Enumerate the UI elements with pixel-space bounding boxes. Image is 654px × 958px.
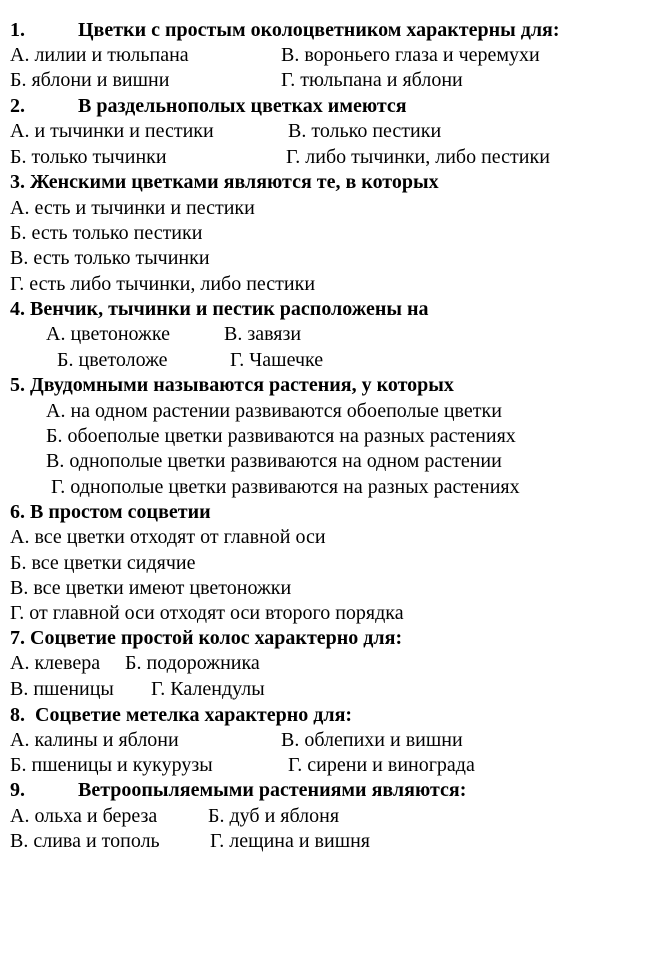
question-number: 2.: [10, 95, 25, 117]
question-number: 8.: [10, 704, 25, 726]
question-text: Венчик, тычинки и пестик расположены на: [30, 298, 429, 320]
question-number: 6.: [10, 501, 25, 523]
option-b: Б. пшеницы и кукурузы: [10, 754, 213, 776]
option-a: А. на одном растении развиваются обоеполые цветки: [46, 400, 502, 422]
option-a: А. ольха и береза: [10, 805, 158, 827]
option-g: Г. Календулы: [151, 678, 265, 700]
option-a: А. цветоножке: [46, 323, 170, 345]
option-b: Б. цветоложе: [57, 349, 168, 371]
question-5-title: [10, 373, 454, 397]
question-text: В простом соцветии: [30, 501, 211, 523]
option-g: Г. лещина и вишня: [210, 830, 370, 852]
question-number: 9.: [10, 779, 25, 801]
option-b: Б. все цветки сидячие: [10, 552, 196, 574]
question-text: Двудомными называются растения, у которых: [30, 374, 454, 396]
option-g: Г. однополые цветки развиваются на разных растениях: [51, 476, 520, 498]
question-9-title: [10, 778, 466, 802]
option-g: Г. от главной оси отходят оси второго порядка: [10, 602, 404, 624]
option-b: Б. есть только пестики: [10, 222, 203, 244]
question-7-title: [10, 626, 402, 650]
option-b: Б. яблони и вишни: [10, 69, 170, 91]
question-text: Соцветие метелка характерно для:: [35, 704, 353, 726]
option-v: В. есть только тычинки: [10, 247, 210, 269]
question-8-title: [10, 703, 352, 727]
question-3-title: [10, 170, 439, 194]
option-g: Г. либо тычинки, либо пестики: [286, 146, 550, 168]
option-a: А. лилии и тюльпана: [10, 44, 189, 66]
option-v: В. вороньего глаза и черемухи: [281, 44, 540, 66]
question-2-title: [10, 94, 407, 118]
question-number: 4.: [10, 298, 25, 320]
question-number: 3.: [10, 171, 25, 193]
option-v: В. завязи: [224, 323, 302, 345]
question-text: Соцветие простой колос характерно для:: [30, 627, 403, 649]
option-b: Б. только тычинки: [10, 146, 167, 168]
question-text: Женскими цветками являются те, в которых: [30, 171, 439, 193]
option-v: В. облепихи и вишни: [281, 729, 463, 751]
option-g: Г. сирени и винограда: [288, 754, 475, 776]
question-text: В раздельнополых цветках имеются: [78, 95, 407, 117]
option-b: Б. обоеполые цветки развиваются на разных растениях: [46, 425, 516, 447]
question-1-title: [10, 18, 560, 42]
option-g: Г. тюльпана и яблони: [281, 69, 463, 91]
option-a: А. все цветки отходят от главной оси: [10, 526, 326, 548]
question-4-title: [10, 297, 429, 321]
question-number: 5.: [10, 374, 25, 396]
question-text: Ветроопыляемыми растениями являются:: [78, 779, 467, 801]
option-a: А. клевера: [10, 652, 101, 674]
question-6-title: [10, 500, 211, 524]
option-a: А. и тычинки и пестики: [10, 120, 214, 142]
option-b: Б. дуб и яблоня: [208, 805, 340, 827]
question-number: 1.: [10, 19, 25, 41]
option-v: В. только пестики: [288, 120, 442, 142]
option-v: В. однополые цветки развиваются на одном растении: [46, 450, 502, 472]
option-g: Г. Чашечке: [230, 349, 324, 371]
option-a: А. калины и яблони: [10, 729, 179, 751]
option-v: В. пшеницы: [10, 678, 114, 700]
option-g: Г. есть либо тычинки, либо пестики: [10, 273, 316, 295]
option-b: Б. подорожника: [125, 652, 260, 674]
question-text: Цветки с простым околоцветником характерны для:: [78, 19, 560, 41]
option-a: А. есть и тычинки и пестики: [10, 197, 255, 219]
option-v: В. слива и тополь: [10, 830, 160, 852]
question-number: 7.: [10, 627, 25, 649]
option-v: В. все цветки имеют цветоножки: [10, 577, 292, 599]
